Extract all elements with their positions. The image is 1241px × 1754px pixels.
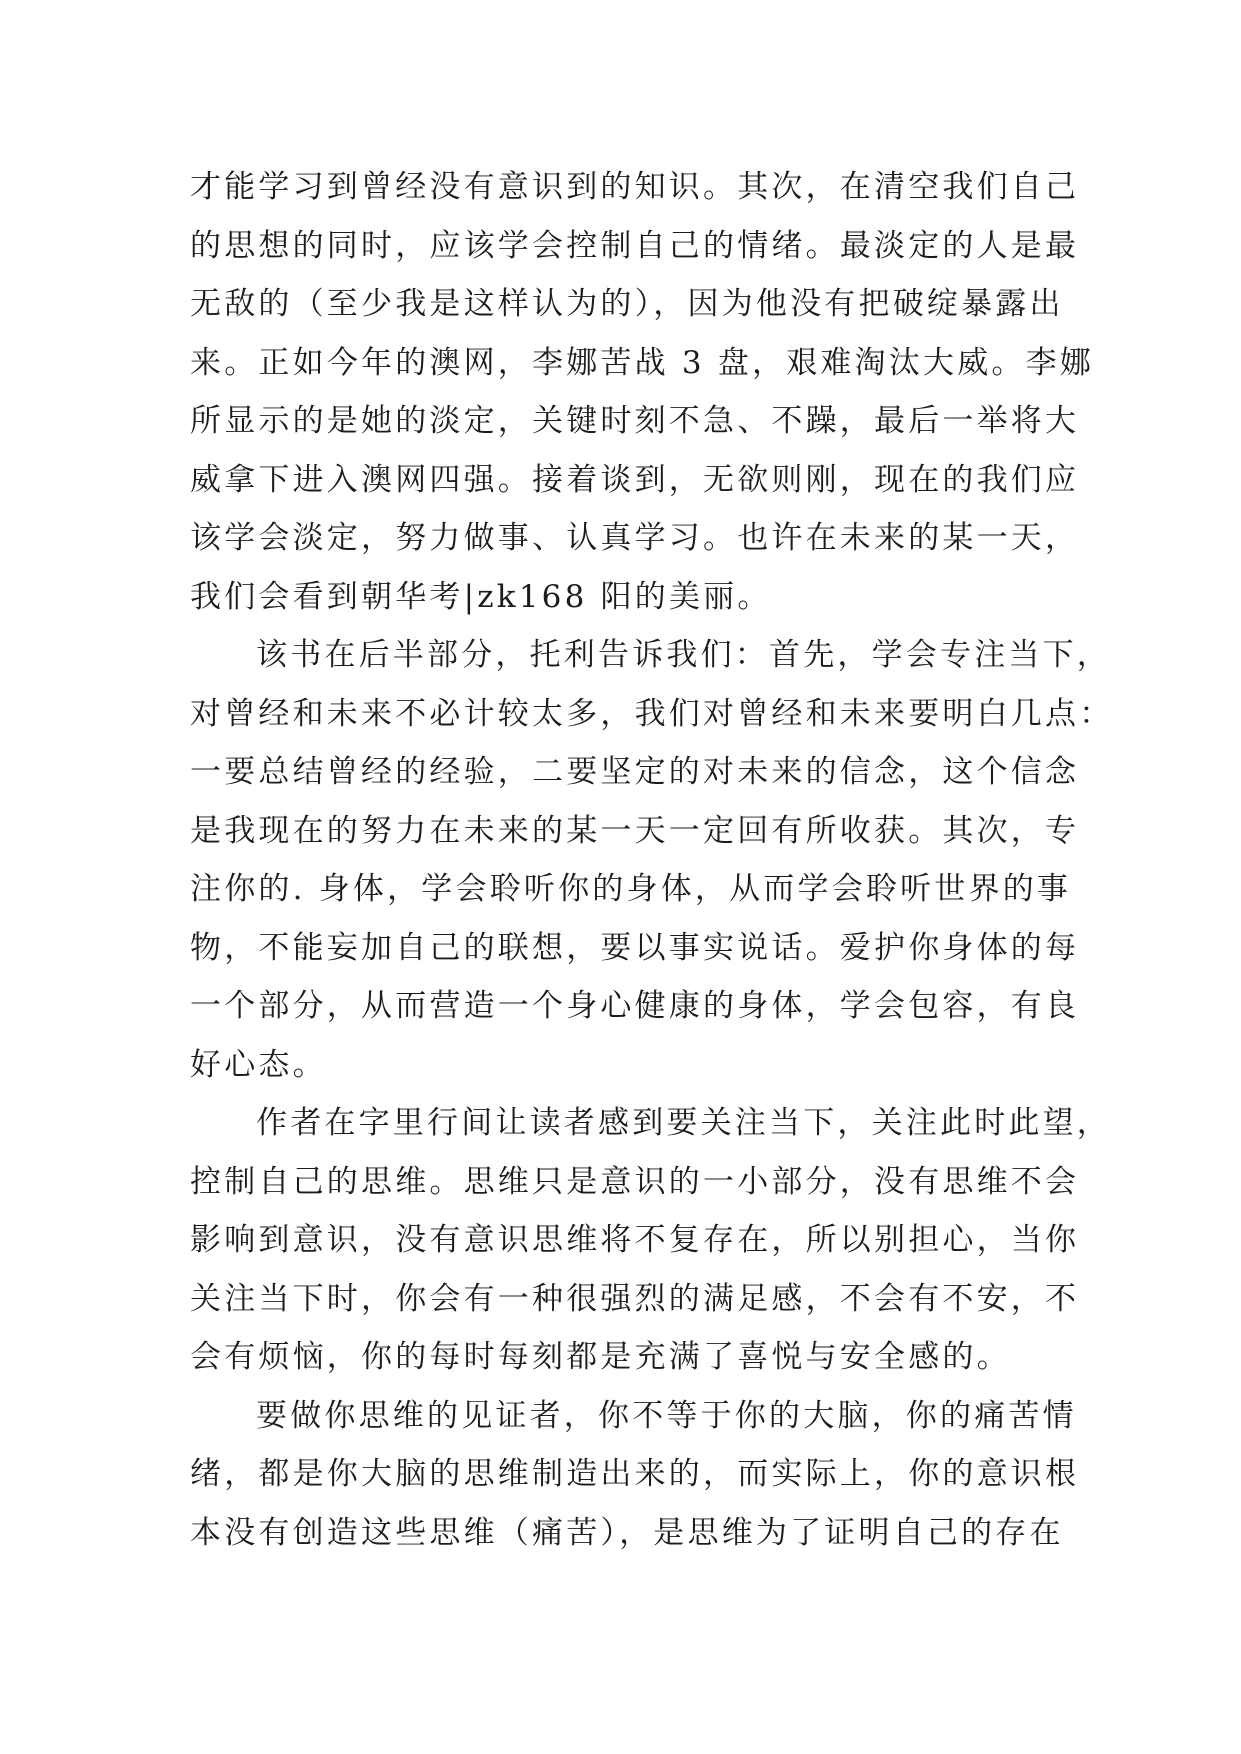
text-line: 关注当下时，你会有一种很强烈的满足感，不会有不安，不 xyxy=(190,1280,1080,1317)
text-line: 本没有创造这些思维（痛苦），是思维为了证明自己的存在 xyxy=(190,1514,1064,1551)
text-line: 绪，都是你大脑的思维制造出来的，而实际上，你的意识根 xyxy=(190,1456,1080,1492)
text-line: 会有烦恼，你的每时每刻都是充满了喜悦与安全感的。 xyxy=(190,1339,1011,1375)
text-line: 是我现在的努力在未来的某一天一定回有所收获。其次，专 xyxy=(190,812,1080,849)
text-line: 影响到意识，没有意识思维将不复存在，所以别担心，当你 xyxy=(190,1222,1080,1258)
paragraph-start-line: 该书在后半部分，托利告诉我们：首先，学会专注当下， xyxy=(256,637,1111,673)
text-line: 的思想的同时，应该学会控制自己的情绪。最淡定的人是最 xyxy=(190,227,1080,264)
text-line: 物，不能妄加自己的联想，要以事实说话。爱护你身体的每 xyxy=(190,929,1080,966)
text-line: 威拿下进入澳网四强。接着谈到，无欲则刚，现在的我们应 xyxy=(190,461,1080,498)
text-line: 控制自己的思维。思维只是意识的一小部分，没有思维不会 xyxy=(190,1163,1080,1200)
text-line: 一要总结曾经的经验，二要坚定的对未来的信念，这个信念 xyxy=(190,754,1080,790)
text-line: 才能学习到曾经没有意识到的知识。其次，在清空我们自己 xyxy=(190,169,1080,205)
text-line: 一个部分，从而营造一个身心健康的身体，学会包容，有良 xyxy=(190,988,1080,1024)
text-line: 注你的. 身体，学会聆听你的身体，从而学会聆听世界的事 xyxy=(190,871,1072,907)
text-line: 该学会淡定，努力做事、认真学习。也许在未来的某一天， xyxy=(190,520,1080,556)
text-line: 所显示的是她的淡定，关键时刻不急、不躁，最后一举将大 xyxy=(190,403,1080,439)
text-line: 无敌的（至少我是这样认为的），因为他没有把破绽暴露出 xyxy=(190,286,1064,322)
paragraph-start-line: 要做你思维的见证者，你不等于你的大脑，你的痛苦情 xyxy=(256,1397,1077,1434)
text-line: 来。正如今年的澳网，李娜苦战 3 盘，艰难淘汰大威。李娜 xyxy=(190,344,1095,381)
body-text xyxy=(190,158,1114,1562)
text-line: 好心态。 xyxy=(190,1046,327,1083)
text-line: 对曾经和未来不必计较太多，我们对曾经和未来要明白几点： xyxy=(190,695,1114,732)
text-line: 我们会看到朝华考|zk168 阳的美丽。 xyxy=(190,578,772,615)
paragraph-start-line: 作者在字里行间让读者感到要关注当下，关注此时此望， xyxy=(256,1105,1111,1141)
